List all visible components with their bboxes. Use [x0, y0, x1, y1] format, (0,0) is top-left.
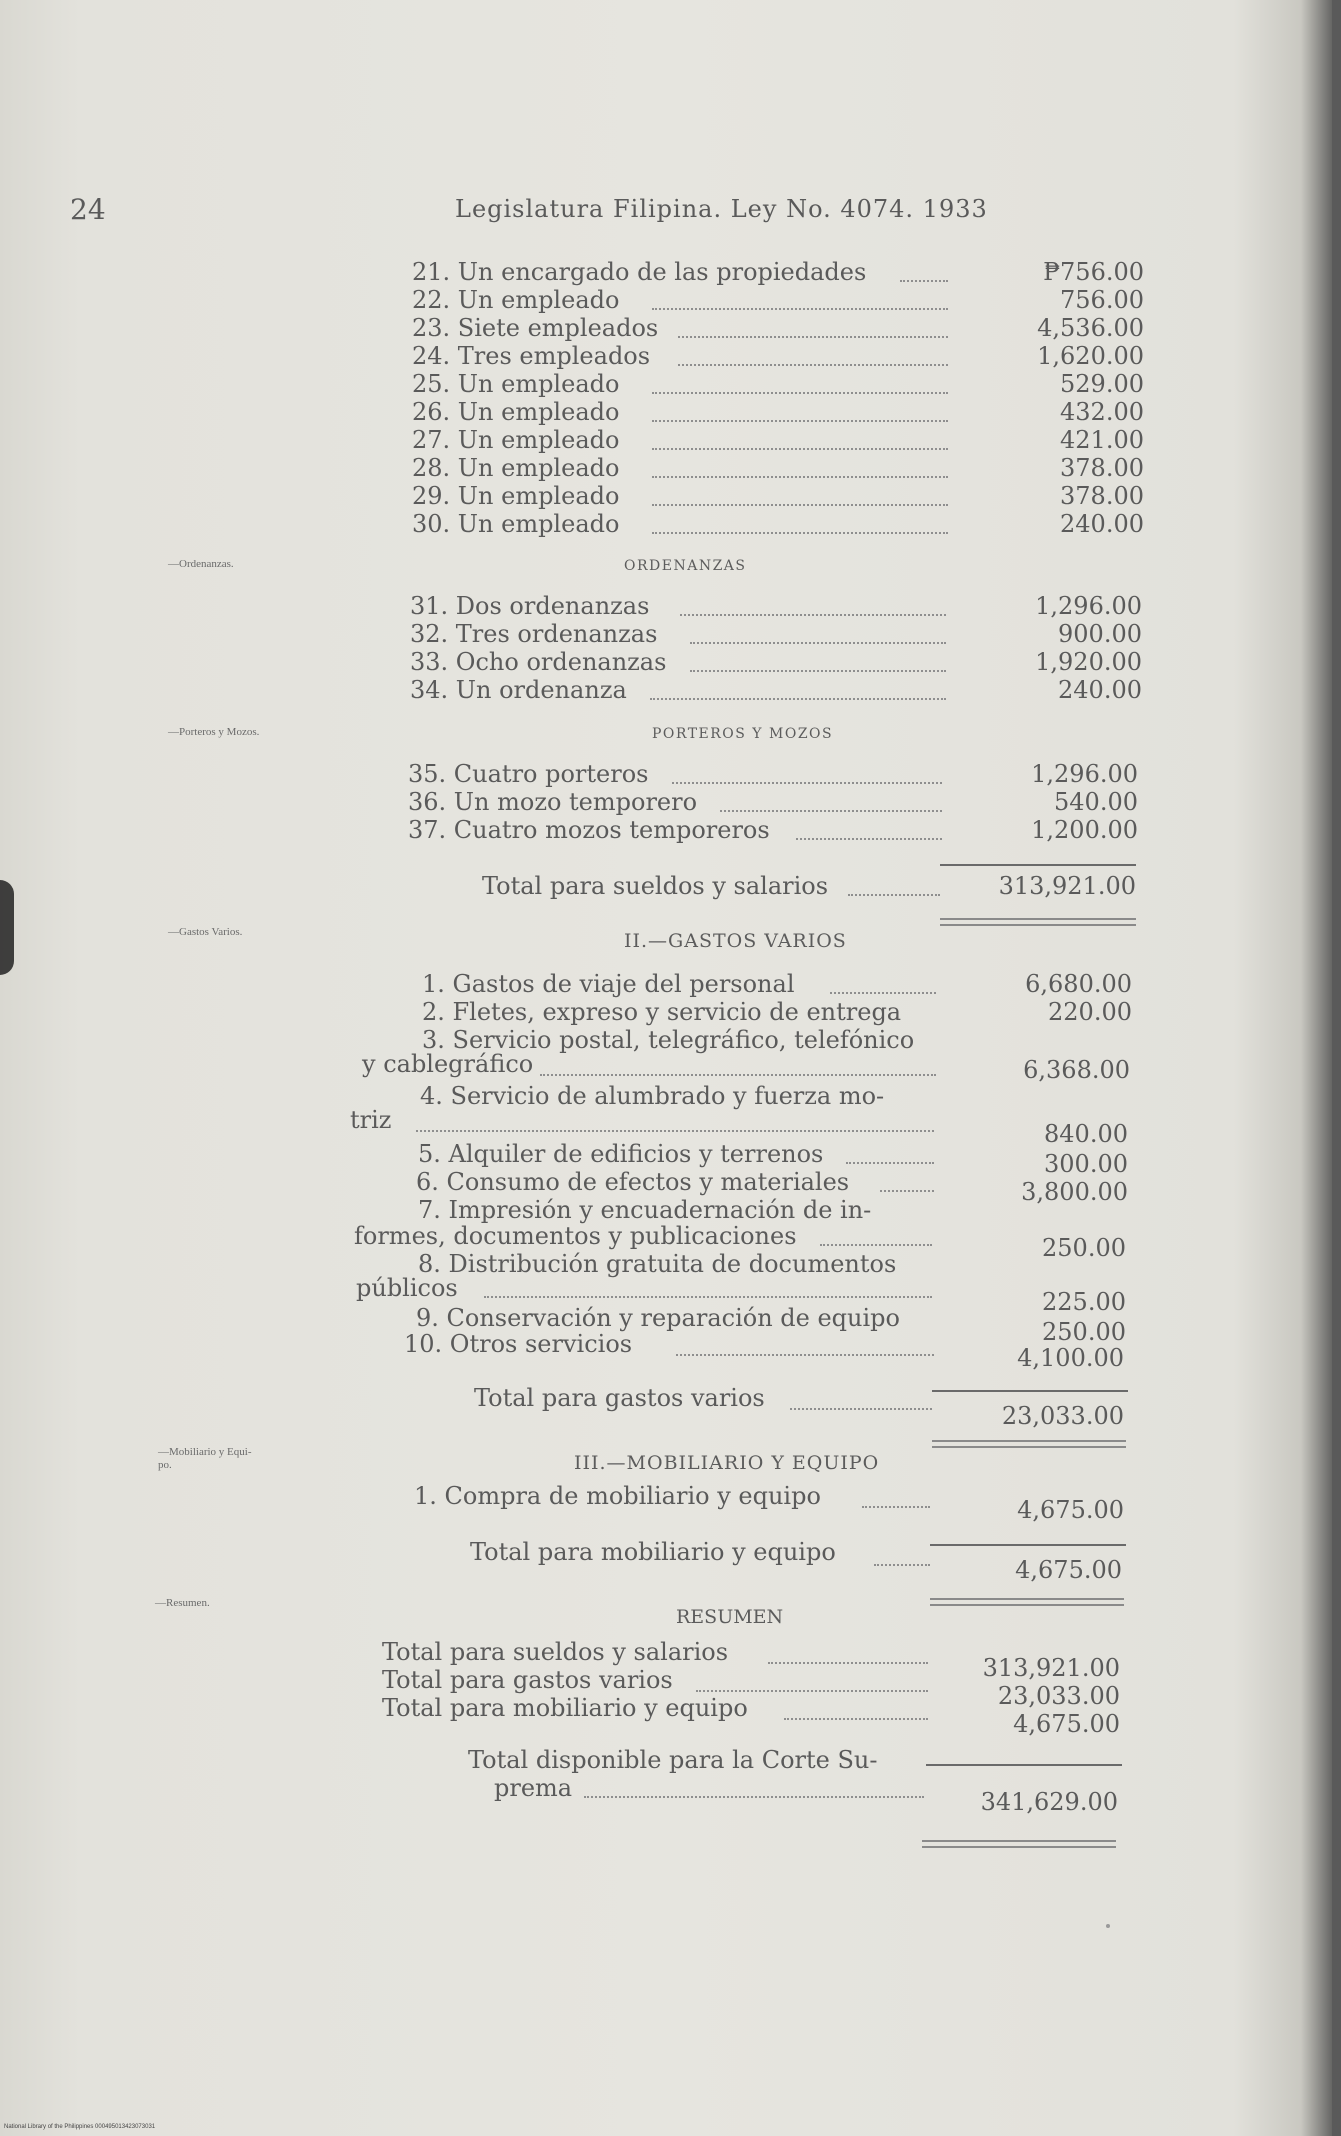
leader-dots [650, 698, 946, 700]
item-amount: 1,620.00 [1037, 342, 1144, 370]
leader-dots [652, 504, 948, 506]
side-note-ordenanzas: —Ordenanzas. [168, 558, 234, 570]
total-row [0, 872, 1341, 902]
list-item [0, 342, 1341, 372]
side-note-mobiliario: —Mobiliario y Equi- [158, 1446, 252, 1458]
item-label: formes, documentos y publicaciones [354, 1222, 797, 1250]
item-label: 34. Un ordenanza [410, 676, 627, 704]
item-label: 27. Un empleado [412, 426, 620, 454]
item-label: 22. Un empleado [412, 286, 620, 314]
item-label: 4. Servicio de alumbrado y fuerza mo- [420, 1082, 885, 1110]
leader-dots [652, 420, 948, 422]
leader-dots [880, 1190, 934, 1192]
item-amount: 3,800.00 [1021, 1178, 1128, 1206]
item-label: Total para mobiliario y equipo [382, 1694, 748, 1722]
list-item [0, 370, 1341, 400]
double-rule [932, 1440, 1126, 1448]
list-item [0, 592, 1341, 622]
side-note-mobiliario-cont: po. [158, 1459, 172, 1471]
section-heading-ordenanzas: ORDENANZAS [624, 558, 747, 574]
total-label: Total para sueldos y salarios [482, 872, 829, 900]
item-amount: 378.00 [1060, 482, 1144, 510]
item-amount: 1,200.00 [1031, 816, 1138, 844]
item-label: 36. Un mozo temporero [408, 788, 698, 816]
item-label: 24. Tres empleados [412, 342, 651, 370]
grand-total-row [0, 1746, 1341, 1776]
item-amount: 1,296.00 [1031, 760, 1138, 788]
item-amount: 378.00 [1060, 454, 1144, 482]
leader-dots [680, 614, 946, 616]
list-item [0, 286, 1341, 316]
item-amount: 4,100.00 [1017, 1344, 1124, 1372]
leader-dots [768, 1662, 928, 1664]
side-note-gastos: —Gastos Varios. [168, 926, 243, 938]
item-amount: 6,680.00 [1025, 970, 1132, 998]
item-amount: 313,921.00 [982, 1654, 1120, 1682]
leader-dots [678, 336, 948, 338]
item-amount: 900.00 [1058, 620, 1142, 648]
item-amount: 6,368.00 [1023, 1056, 1130, 1084]
list-item [0, 760, 1341, 790]
item-label: 26. Un empleado [412, 398, 620, 426]
grand-total-label: Total disponible para la Corte Su- [468, 1746, 878, 1774]
list-item [0, 482, 1341, 512]
item-label: 35. Cuatro porteros [408, 760, 649, 788]
item-label: 30. Un empleado [412, 510, 620, 538]
leader-dots [416, 1130, 934, 1132]
list-item-cont [0, 1106, 1341, 1148]
section-heading-mobiliario: III.—MOBILIARIO Y EQUIPO [574, 1452, 880, 1474]
double-rule [930, 1598, 1124, 1606]
leader-dots [672, 782, 942, 784]
leader-dots [862, 1506, 930, 1508]
leader-dots [830, 992, 936, 994]
list-item [0, 258, 1341, 288]
double-rule [940, 918, 1136, 926]
list-item [0, 788, 1341, 818]
total-row [0, 1538, 1341, 1584]
list-item [0, 398, 1341, 428]
leader-dots [484, 1296, 932, 1298]
item-amount: 1,920.00 [1035, 648, 1142, 676]
leader-dots [848, 894, 940, 896]
side-note-resumen: —Resumen. [155, 1597, 210, 1609]
list-item [0, 676, 1341, 706]
item-label: 1. Compra de mobiliario y equipo [414, 1482, 821, 1510]
item-label: y cablegráfico [362, 1050, 534, 1078]
list-item [0, 1140, 1341, 1178]
item-label: públicos [356, 1274, 458, 1302]
item-label: 23. Siete empleados [412, 314, 659, 342]
leader-dots [652, 308, 948, 310]
item-label: 6. Consumo de efectos y materiales [416, 1168, 850, 1196]
list-item [0, 1330, 1341, 1372]
speck [1106, 1924, 1110, 1928]
list-item [0, 426, 1341, 456]
section-heading-gastos: II.—GASTOS VARIOS [624, 930, 847, 952]
item-amount: 4,675.00 [1017, 1496, 1124, 1524]
item-label: 1. Gastos de viaje del personal [422, 970, 795, 998]
item-label: 2. Fletes, expreso y servicio de entrega [422, 998, 902, 1026]
leader-dots [720, 810, 942, 812]
item-amount: 250.00 [1042, 1234, 1126, 1262]
archive-footnote: National Library of the Philippines 000495013423073031 [4, 2124, 156, 2130]
list-item [0, 620, 1341, 650]
item-amount: 432.00 [1060, 398, 1144, 426]
leader-dots [676, 1354, 934, 1356]
item-label: Total para gastos varios [382, 1666, 673, 1694]
list-item [0, 454, 1341, 484]
item-amount: 250.00 [1042, 1318, 1126, 1346]
item-amount: 540.00 [1054, 788, 1138, 816]
list-item-cont [0, 1050, 1341, 1084]
item-label: Total para sueldos y salarios [382, 1638, 729, 1666]
leader-dots [696, 1690, 928, 1692]
item-amount: 840.00 [1044, 1120, 1128, 1148]
list-item [0, 314, 1341, 344]
item-label: triz [350, 1106, 392, 1134]
list-item-cont [0, 1274, 1341, 1316]
item-amount: 4,536.00 [1037, 314, 1144, 342]
item-label: 37. Cuatro mozos temporeros [408, 816, 770, 844]
item-amount: 4,675.00 [1013, 1710, 1120, 1738]
total-amount: 4,675.00 [1015, 1556, 1122, 1584]
item-label: 10. Otros servicios [404, 1330, 633, 1358]
leader-dots [900, 280, 948, 282]
item-label: 3. Servicio postal, telegráfico, telefónico [422, 1026, 915, 1054]
list-item [0, 1482, 1341, 1524]
leader-dots [652, 392, 948, 394]
leader-dots [652, 448, 948, 450]
total-label: Total para gastos varios [474, 1384, 765, 1412]
list-item [0, 970, 1341, 1000]
leader-dots [796, 838, 942, 840]
sum-rule [940, 864, 1136, 866]
leader-dots [790, 1408, 932, 1410]
list-item [0, 648, 1341, 678]
leader-dots [846, 1162, 934, 1164]
list-item [0, 1694, 1341, 1738]
total-amount: 23,033.00 [1001, 1402, 1124, 1430]
leader-dots [584, 1796, 924, 1798]
item-label: 28. Un empleado [412, 454, 620, 482]
item-label: 7. Impresión y encuadernación de in- [418, 1196, 872, 1224]
grand-total-row-cont [0, 1774, 1341, 1816]
item-amount: 756.00 [1060, 286, 1144, 314]
item-label: 9. Conservación y reparación de equipo [416, 1304, 900, 1332]
section-heading-porteros: PORTEROS Y MOZOS [652, 726, 834, 742]
list-item [0, 1168, 1341, 1206]
item-label: 29. Un empleado [412, 482, 620, 510]
item-amount: 240.00 [1060, 510, 1144, 538]
item-label: 32. Tres ordenanzas [410, 620, 658, 648]
item-label: 33. Ocho ordenanzas [410, 648, 667, 676]
item-label: 8. Distribución gratuita de documentos [418, 1250, 897, 1278]
double-rule [922, 1840, 1116, 1848]
leader-dots [690, 670, 946, 672]
list-item [0, 998, 1341, 1028]
side-note-porteros: —Porteros y Mozos. [168, 726, 260, 738]
list-item [0, 510, 1341, 540]
item-amount: 220.00 [1048, 998, 1132, 1026]
list-item [0, 816, 1341, 846]
item-label: 21. Un encargado de las propiedades [412, 258, 867, 286]
item-amount: 300.00 [1044, 1150, 1128, 1178]
grand-total-amount: 341,629.00 [980, 1788, 1118, 1816]
total-amount: 313,921.00 [998, 872, 1136, 900]
page-number: 24 [70, 193, 106, 226]
item-label: 5. Alquiler de edificios y terrenos [418, 1140, 824, 1168]
item-amount: ₱756.00 [1043, 258, 1144, 286]
list-item-cont [0, 1222, 1341, 1262]
item-amount: 240.00 [1058, 676, 1142, 704]
item-amount: 1,296.00 [1035, 592, 1142, 620]
total-label: Total para mobiliario y equipo [470, 1538, 836, 1566]
leader-dots [540, 1074, 936, 1076]
leader-dots [678, 364, 948, 366]
item-label: 25. Un empleado [412, 370, 620, 398]
item-amount: 529.00 [1060, 370, 1144, 398]
running-head: Legislatura Filipina. Ley No. 4074. 1933 [455, 195, 988, 223]
section-heading-resumen: RESUMEN [676, 1606, 784, 1628]
item-label: 31. Dos ordenanzas [410, 592, 650, 620]
item-amount: 23,033.00 [997, 1682, 1120, 1710]
leader-dots [820, 1244, 932, 1246]
item-amount: 421.00 [1060, 426, 1144, 454]
leader-dots [690, 642, 946, 644]
leader-dots [652, 476, 948, 478]
total-row [0, 1384, 1341, 1430]
item-amount: 225.00 [1042, 1288, 1126, 1316]
grand-total-label-cont: prema [494, 1774, 573, 1802]
leader-dots [784, 1718, 928, 1720]
leader-dots [652, 532, 948, 534]
